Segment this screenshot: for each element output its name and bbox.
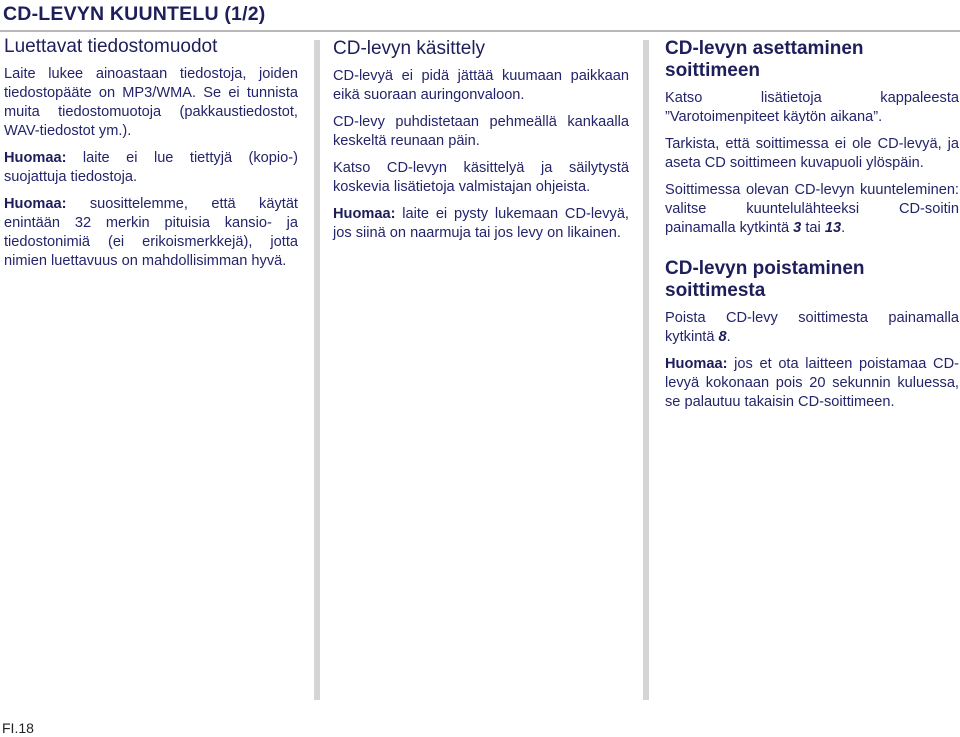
column-divider-1 xyxy=(314,40,320,700)
text-fragment: . xyxy=(841,220,846,236)
paragraph-listen-cd xyxy=(665,181,959,238)
paragraph-see-precautions: Katso lisätietoja kappaleesta ”Varotoimenpiteet käytön aikana”. xyxy=(665,90,959,125)
paragraph-eject-cd xyxy=(665,309,959,347)
section-heading-file-formats: Luettavat tiedostomuodot xyxy=(4,36,218,57)
column-cd-handling xyxy=(333,38,629,251)
page-header xyxy=(0,0,960,32)
switch-number: 3 xyxy=(793,220,802,236)
column-divider-2 xyxy=(643,40,649,700)
column-cd-insert-eject xyxy=(665,38,959,420)
column-file-formats xyxy=(4,36,298,279)
section-heading-cd-handling: CD-levyn käsittely xyxy=(333,38,486,59)
text-fragment: tai xyxy=(801,220,825,236)
note-text: suosittelemme, että käytät enintään 32 merkin pituisia kansio- ja tiedostonimiä (ei erikoismerkkejä), jotta nimien luettavuus on mahdollisimman hyvä. xyxy=(4,196,298,269)
note-text: laite ei pysty lukemaan CD-levyä, jos siinä on naarmuja tai jos levy on likainen. xyxy=(333,206,629,241)
note-label: Huomaa: xyxy=(333,206,396,222)
page-number: FI.18 xyxy=(2,720,34,736)
paragraph-manufacturer-info: Katso CD-levyn käsittelyä ja säilytystä koskevia lisätietoja valmistajan ohjeista. xyxy=(333,160,629,195)
paragraph-supported-formats: Laite lukee ainoastaan tiedostoja, joiden tiedostopääte on MP3/WMA. Se ei tunnista muita tiedostomuotoja (pakkaustiedostot, WAV-tiedostot ym.). xyxy=(4,66,298,139)
switch-number: 8 xyxy=(718,329,727,345)
note-label: Huomaa: xyxy=(665,356,728,372)
paragraph-check-insert: Tarkista, että soittimessa ei ole CD-levyä, ja aseta CD soittimeen kuvapuoli ylöspäin. xyxy=(665,136,959,171)
paragraph-heat-sunlight: CD-levyä ei pidä jättää kuumaan paikkaan eikä suoraan auringonvaloon. xyxy=(333,68,629,103)
paragraph-note-auto-reload xyxy=(665,355,959,412)
note-label: Huomaa: xyxy=(4,196,67,212)
text-fragment: Soittimessa olevan CD-levyn kuunteleminen: valitse kuuntelulähteeksi CD-soitin painamalla kytkintä xyxy=(665,182,959,236)
text-fragment: Poista CD-levy soittimesta painamalla kytkintä xyxy=(665,310,959,345)
paragraph-cleaning: CD-levy puhdistetaan pehmeällä kankaalla keskeltä reunaan päin. xyxy=(333,114,629,149)
switch-number: 13 xyxy=(824,220,842,236)
page-title: CD-LEVYN KUUNTELU (1/2) xyxy=(3,3,266,25)
text-fragment: . xyxy=(726,329,731,345)
paragraph-note-scratched xyxy=(333,205,629,243)
note-text: jos et ota laitteen poistamaa CD-levyä kokonaan pois 20 sekunnin kuluessa, se palautuu takaisin CD-soittimeen. xyxy=(665,356,959,410)
paragraph-note-protected-files xyxy=(4,149,298,187)
note-label: Huomaa: xyxy=(4,150,67,166)
section-heading-insert-cd: CD-levyn asettaminen soittimeen xyxy=(665,38,864,81)
paragraph-note-filenames xyxy=(4,195,298,271)
section-heading-eject-cd: CD-levyn poistaminen soittimesta xyxy=(665,258,865,301)
note-text: laite ei lue tiettyjä (kopio-) suojattuja tiedostoja. xyxy=(4,150,298,185)
